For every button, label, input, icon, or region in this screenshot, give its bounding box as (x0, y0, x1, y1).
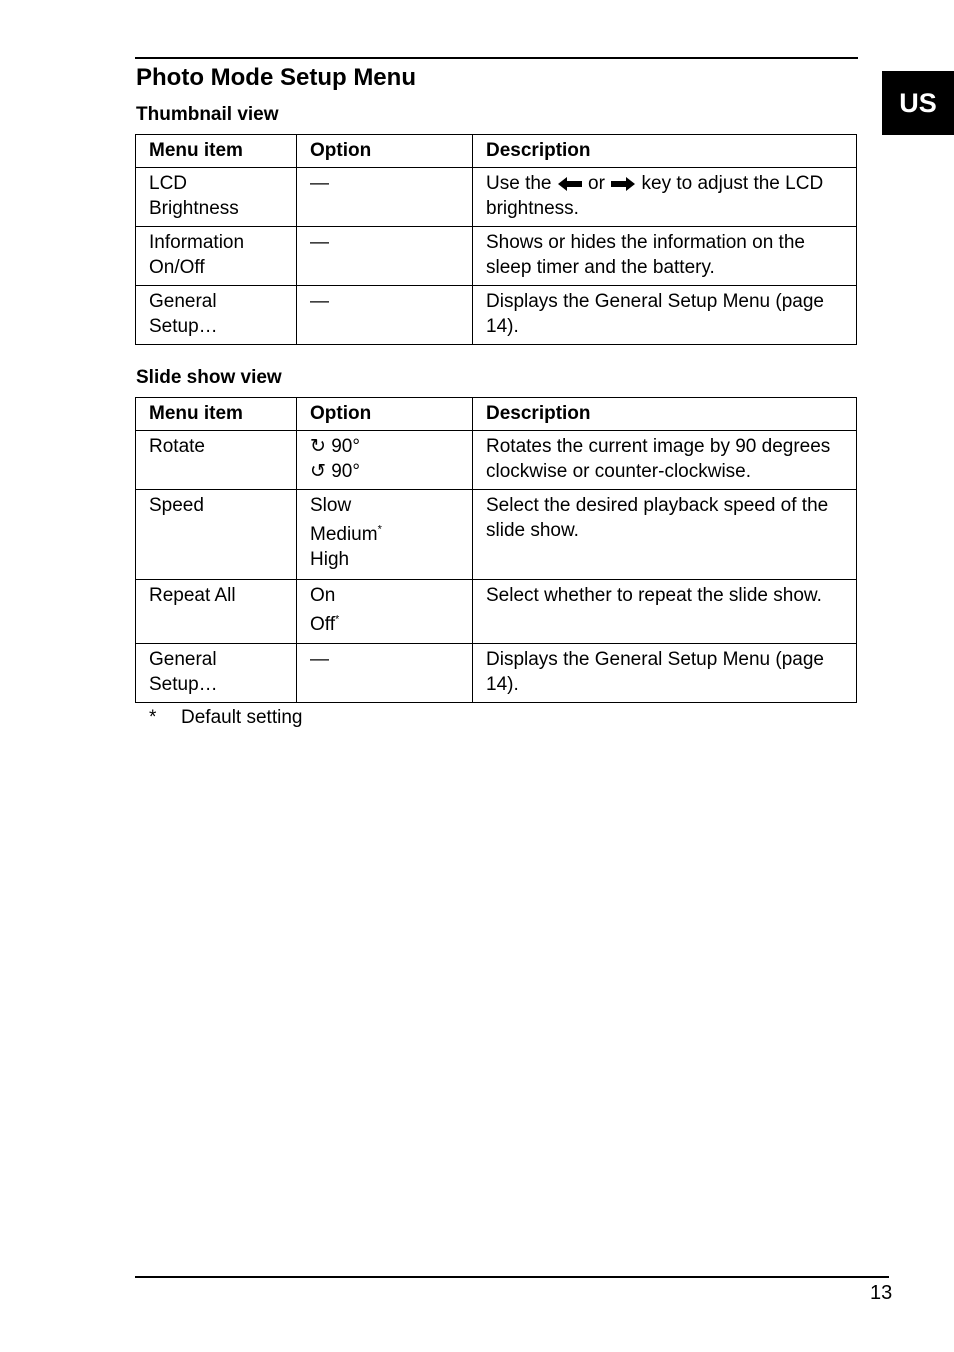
description-text: key to adjust the LCD brightness. (486, 173, 824, 219)
column-header: Option (297, 398, 473, 431)
left-arrow-icon (557, 176, 583, 192)
table-header-row (136, 135, 857, 168)
table-row (136, 286, 857, 345)
menu-item-cell (136, 431, 297, 490)
menu-item-label: Repeat All (149, 585, 236, 606)
thumbnail-table (135, 134, 857, 345)
column-header: Description (473, 398, 857, 431)
table-row (136, 431, 857, 490)
option-value: — (310, 291, 329, 312)
page-title: Photo Mode Setup Menu (136, 64, 416, 91)
thumbnail-heading: Thumbnail view (136, 104, 279, 125)
top-rule (135, 57, 858, 59)
option-cell (297, 644, 473, 703)
slideshow-table (135, 397, 857, 703)
menu-item-cell (136, 168, 297, 227)
default-marker: * (377, 523, 382, 536)
option-value-default (310, 522, 462, 547)
language-tab: US (882, 71, 954, 135)
option-cell (297, 580, 473, 644)
option-value: — (310, 173, 329, 194)
table-row (136, 168, 857, 227)
menu-item-cell (136, 490, 297, 580)
option-value-default (310, 612, 462, 637)
slideshow-heading: Slide show view (136, 367, 282, 388)
option-cell (297, 286, 473, 345)
table-row (136, 490, 857, 580)
menu-item-cell (136, 644, 297, 703)
menu-item-label: Speed (149, 495, 204, 516)
menu-item-label: Information (149, 232, 245, 253)
description-cell: Rotates the current image by 90 degrees clockwise or counter-clockwise. (473, 431, 857, 490)
footnote-mark: * (149, 707, 157, 728)
description-cell: Displays the General Setup Menu (page 14). (473, 286, 857, 345)
option-value: ↻ 90° (310, 436, 360, 457)
menu-item-cell (136, 227, 297, 286)
table-row (136, 227, 857, 286)
table-header-row (136, 398, 857, 431)
menu-item-cell (136, 580, 297, 644)
menu-item-label: LCD (149, 173, 188, 194)
option-cell (297, 227, 473, 286)
description-text: or (588, 173, 605, 194)
option-value: — (310, 649, 329, 670)
option-value: — (310, 232, 329, 253)
menu-item-label: General (149, 291, 217, 312)
option-value: High (310, 549, 350, 570)
option-value: ↺ 90° (310, 461, 360, 482)
right-arrow-icon (610, 176, 636, 192)
menu-item-label: On/Off (149, 257, 205, 278)
menu-item-label: Rotate (149, 436, 205, 457)
column-header: Option (297, 135, 473, 168)
option-cell (297, 431, 473, 490)
bottom-rule (135, 1276, 889, 1278)
description-cell: Select the desired playback speed of the slide show. (473, 490, 857, 580)
option-value: On (310, 585, 336, 606)
description-text: Use the (486, 173, 552, 194)
option-cell (297, 490, 473, 580)
footnote-text: Default setting (181, 707, 303, 728)
menu-item-label: Brightness (149, 198, 239, 219)
table-row (136, 644, 857, 703)
option-value: Medium (310, 524, 378, 545)
column-header: Menu item (136, 135, 297, 168)
footnote (149, 707, 302, 729)
column-header: Description (473, 135, 857, 168)
default-marker: * (335, 613, 340, 626)
description-cell: Select whether to repeat the slide show. (473, 580, 857, 644)
description-cell: Shows or hides the information on the sleep timer and the battery. (473, 227, 857, 286)
description-cell: Displays the General Setup Menu (page 14). (473, 644, 857, 703)
page-number: 13 (870, 1282, 893, 1304)
menu-item-label: Setup… (149, 674, 218, 695)
table-row (136, 580, 857, 644)
menu-item-label: General (149, 649, 217, 670)
description-cell (473, 168, 857, 227)
menu-item-cell (136, 286, 297, 345)
option-value: Off (310, 614, 335, 635)
column-header: Menu item (136, 398, 297, 431)
menu-item-label: Setup… (149, 316, 218, 337)
option-cell (297, 168, 473, 227)
option-value: Slow (310, 495, 352, 516)
